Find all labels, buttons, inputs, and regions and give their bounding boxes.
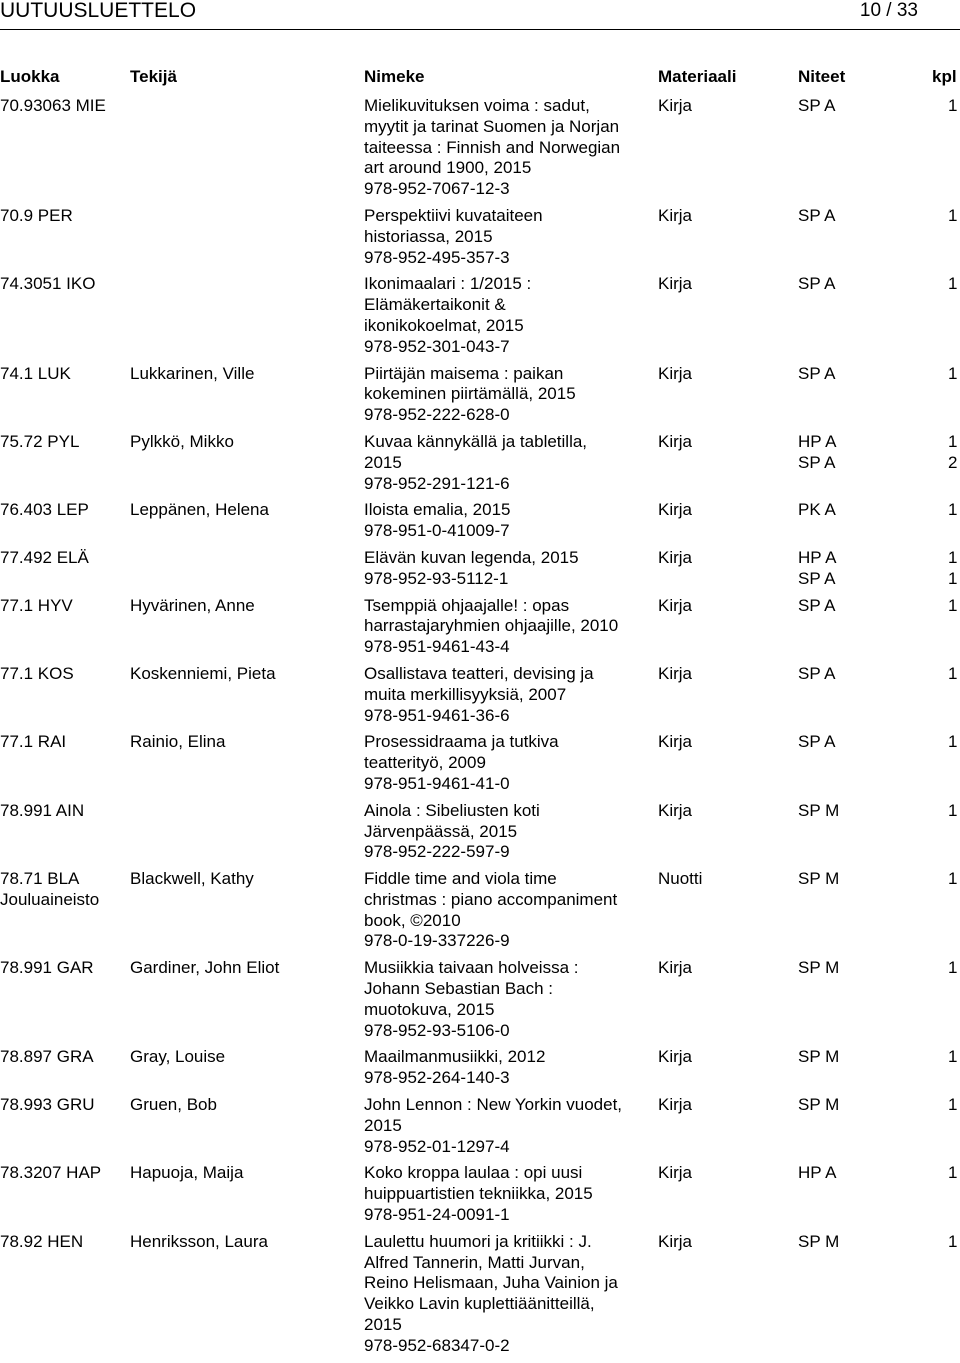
- cell-kpl-line: 1: [948, 547, 958, 567]
- cell-nimeke-line: Veikko Lavin kuplettiäänitteillä,: [364, 1294, 595, 1314]
- cell-kpl-line: 2: [948, 452, 958, 472]
- cell-niteet-line: SP A: [798, 663, 836, 683]
- cell-kpl-line: 1: [948, 1095, 958, 1115]
- cell-nimeke-line: Elämäkertaikonit &: [364, 295, 506, 315]
- column-header-tekija: Tekijä: [130, 67, 177, 86]
- table-row: [0, 958, 960, 1041]
- table-row: [0, 1047, 960, 1089]
- cell-kpl: [948, 1047, 957, 1068]
- cell-tekija-line: Hapuoja, Maija: [130, 1163, 244, 1183]
- cell-kpl-line: 1: [948, 431, 958, 451]
- cell-nimeke-line: Elävän kuvan legenda, 2015: [364, 547, 579, 567]
- cell-materiaali: Kirja: [658, 205, 693, 225]
- cell-nimeke-line: 978-952-7067-12-3: [364, 179, 510, 199]
- cell-nimeke: [364, 206, 654, 268]
- cell-nimeke-line: Mielikuvituksen voima : sadut,: [364, 96, 590, 115]
- cell-nimeke: [364, 1163, 654, 1225]
- table-row: [0, 801, 960, 863]
- cell-nimeke-line: 978-951-9461-41-0: [364, 773, 510, 793]
- cell-luokka-line: 78.993 GRU: [0, 1095, 95, 1115]
- column-header-niteet: Niteet: [798, 67, 846, 86]
- cell-materiaali: Kirja: [658, 96, 693, 115]
- cell-tekija: [130, 1047, 225, 1068]
- column-header-nimeke: Nimeke: [364, 67, 425, 86]
- cell-kpl-line: 1: [948, 568, 958, 588]
- cell-luokka: [0, 548, 89, 569]
- cell-niteet-line: SP A: [798, 595, 836, 615]
- cell-nimeke-line: Perspektiivi kuvataiteen: [364, 205, 543, 225]
- cell-niteet-line: SP M: [798, 869, 840, 889]
- cell-luokka: [0, 206, 73, 227]
- cell-kpl: [948, 732, 957, 753]
- cell-nimeke: [364, 958, 654, 1041]
- cell-luokka: [0, 732, 66, 753]
- cell-kpl: [948, 364, 957, 385]
- cell-nimeke-line: Ainola : Sibeliusten koti: [364, 800, 540, 820]
- cell-niteet-line: SP M: [798, 1231, 840, 1251]
- cell-kpl-line: 1: [948, 869, 958, 889]
- cell-luokka: [0, 274, 95, 295]
- cell-nimeke-line: 978-951-0-41009-7: [364, 521, 510, 541]
- table-row: [0, 1163, 960, 1225]
- cell-niteet: [798, 1163, 836, 1184]
- cell-niteet: [798, 732, 836, 753]
- cell-nimeke: [364, 1232, 654, 1357]
- cell-tekija: [130, 958, 279, 979]
- cell-materiaali: Kirja: [658, 363, 693, 383]
- cell-nimeke-line: 2015: [364, 452, 402, 472]
- cell-nimeke-line: historiassa, 2015: [364, 226, 493, 246]
- cell-niteet-line: SP A: [798, 205, 836, 225]
- cell-materiaali: Kirja: [658, 958, 693, 978]
- cell-kpl: [948, 274, 957, 295]
- cell-tekija-line: Pylkkö, Mikko: [130, 431, 234, 451]
- cell-nimeke-line: Laulettu huumori ja kritiikki : J.: [364, 1231, 592, 1251]
- table-row: [0, 732, 960, 794]
- cell-nimeke: [364, 1095, 654, 1157]
- cell-nimeke-line: kokeminen piirtämällä, 2015: [364, 384, 576, 404]
- cell-materiaali: Kirja: [658, 663, 693, 683]
- table-row: [0, 1232, 960, 1357]
- cell-niteet-line: SP A: [798, 96, 836, 115]
- cell-nimeke: [364, 732, 654, 794]
- cell-nimeke-line: 978-952-68347-0-2: [364, 1335, 510, 1355]
- cell-tekija-line: Hyvärinen, Anne: [130, 595, 255, 615]
- cell-tekija-line: Koskenniemi, Pieta: [130, 663, 276, 683]
- cell-tekija-line: Gray, Louise: [130, 1047, 226, 1067]
- cell-niteet-line: PK A: [798, 500, 836, 520]
- cell-niteet: [798, 869, 839, 890]
- cell-kpl: [948, 958, 957, 979]
- table-row: [0, 548, 960, 590]
- cell-tekija: [130, 869, 254, 890]
- cell-niteet: [798, 801, 839, 822]
- cell-niteet-line: SP A: [798, 363, 836, 383]
- table-row: [0, 364, 960, 426]
- cell-luokka: [0, 1047, 94, 1068]
- table-row: [0, 869, 960, 952]
- cell-tekija-line: Gardiner, John Eliot: [130, 958, 280, 978]
- cell-niteet-line: SP M: [798, 1047, 840, 1067]
- cell-kpl: [948, 596, 957, 617]
- cell-nimeke-line: Koko kroppa laulaa : opi uusi: [364, 1163, 583, 1183]
- cell-nimeke: [364, 664, 654, 726]
- cell-nimeke: [364, 596, 654, 658]
- cell-nimeke: [364, 364, 654, 426]
- cell-nimeke-line: muotokuva, 2015: [364, 999, 495, 1019]
- cell-luokka: [0, 664, 74, 685]
- cell-niteet-line: SP M: [798, 958, 840, 978]
- cell-materiaali: Kirja: [658, 800, 693, 820]
- table-row: [0, 596, 960, 658]
- cell-nimeke-line: muita merkillisyyksiä, 2007: [364, 684, 567, 704]
- cell-luokka-line: 78.3207 HAP: [0, 1163, 102, 1183]
- cell-kpl: [948, 432, 957, 474]
- cell-kpl: [948, 664, 957, 685]
- cell-niteet-line: SP A: [798, 452, 836, 472]
- cell-tekija: [130, 1163, 243, 1184]
- cell-nimeke-line: harrastajaryhmien ohjaajille, 2010: [364, 616, 619, 636]
- catalog-list: [0, 96, 960, 1363]
- cell-nimeke-line: 978-952-291-121-6: [364, 473, 510, 493]
- table-row: [0, 206, 960, 268]
- cell-niteet-line: HP A: [798, 1163, 837, 1183]
- cell-niteet: [798, 548, 836, 590]
- table-row: [0, 500, 960, 542]
- cell-nimeke: [364, 869, 654, 952]
- cell-luokka: [0, 801, 84, 822]
- cell-niteet: [798, 364, 836, 385]
- cell-materiaali: Kirja: [658, 274, 693, 294]
- cell-nimeke-line: Piirtäjän maisema : paikan: [364, 363, 564, 383]
- cell-niteet: [798, 96, 836, 117]
- cell-luokka-line: 78.991 AIN: [0, 800, 85, 820]
- document-title: UUTUUSLUETTELO: [0, 0, 197, 22]
- cell-nimeke-line: Johann Sebastian Bach :: [364, 979, 554, 999]
- cell-kpl: [948, 1163, 957, 1184]
- cell-nimeke-line: Kuvaa kännykällä ja tabletilla,: [364, 431, 588, 451]
- cell-nimeke-line: taiteessa : Finnish and Norwegian: [364, 137, 621, 157]
- cell-luokka-line: 77.1 RAI: [0, 732, 67, 752]
- cell-nimeke-line: art around 1900, 2015: [364, 158, 532, 178]
- cell-niteet: [798, 1047, 839, 1068]
- cell-luokka: [0, 1232, 83, 1253]
- cell-nimeke: [364, 274, 654, 357]
- cell-luokka: [0, 500, 89, 521]
- cell-nimeke-line: 978-951-9461-36-6: [364, 705, 510, 725]
- cell-niteet-line: SP A: [798, 568, 836, 588]
- cell-nimeke-line: 2015: [364, 1115, 402, 1135]
- cell-kpl: [948, 206, 957, 227]
- cell-nimeke: [364, 432, 654, 494]
- cell-kpl-line: 1: [948, 500, 958, 520]
- cell-niteet-line: HP A: [798, 431, 837, 451]
- cell-tekija-line: Gruen, Bob: [130, 1095, 217, 1115]
- cell-materiaali: Kirja: [658, 732, 693, 752]
- table-row: [0, 274, 960, 357]
- cell-kpl-line: 1: [948, 958, 958, 978]
- cell-kpl-line: 1: [948, 800, 958, 820]
- cell-luokka-line: 75.72 PYL: [0, 431, 80, 451]
- cell-luokka: [0, 596, 73, 617]
- cell-luokka-line: 70.93063 MIE: [0, 96, 106, 115]
- cell-luokka-line: 78.71 BLA: [0, 869, 80, 889]
- cell-nimeke: [364, 801, 654, 863]
- cell-nimeke-line: Fiddle time and viola time: [364, 869, 557, 889]
- cell-nimeke-line: Osallistava teatteri, devising ja: [364, 663, 594, 683]
- cell-niteet: [798, 500, 836, 521]
- cell-kpl: [948, 96, 957, 117]
- cell-niteet-line: SP A: [798, 732, 836, 752]
- cell-kpl-line: 1: [948, 732, 958, 752]
- cell-nimeke-line: John Lennon : New Yorkin vuodet,: [364, 1095, 623, 1115]
- cell-kpl-line: 1: [948, 205, 958, 225]
- cell-niteet-line: SP M: [798, 1095, 840, 1115]
- cell-nimeke-line: huippuartistien tekniikka, 2015: [364, 1184, 593, 1204]
- column-header-kpl: kpl: [932, 67, 957, 86]
- cell-nimeke-line: 2015: [364, 1315, 402, 1335]
- cell-luokka: [0, 364, 71, 385]
- cell-tekija-line: Blackwell, Kathy: [130, 869, 254, 889]
- cell-nimeke-line: Maailmanmusiikki, 2012: [364, 1047, 546, 1067]
- cell-nimeke-line: Järvenpäässä, 2015: [364, 821, 518, 841]
- cell-nimeke-line: 978-952-495-357-3: [364, 247, 510, 267]
- cell-kpl-line: 1: [948, 96, 958, 115]
- cell-materiaali: Kirja: [658, 595, 693, 615]
- cell-materiaali: Kirja: [658, 547, 693, 567]
- cell-luokka: [0, 1163, 101, 1184]
- cell-luokka-line: 78.991 GAR: [0, 958, 94, 978]
- cell-luokka: [0, 869, 99, 911]
- cell-nimeke-line: christmas : piano accompaniment: [364, 889, 618, 909]
- cell-tekija: [130, 364, 254, 385]
- cell-nimeke-line: teatterityö, 2009: [364, 753, 486, 773]
- cell-tekija: [130, 732, 225, 753]
- cell-kpl-line: 1: [948, 595, 958, 615]
- cell-niteet: [798, 1095, 839, 1116]
- cell-niteet-line: SP M: [798, 800, 840, 820]
- column-header-luokka: Luokka: [0, 67, 60, 86]
- cell-tekija: [130, 1232, 268, 1253]
- cell-materiaali: Nuotti: [658, 869, 703, 889]
- table-row: [0, 1095, 960, 1157]
- cell-luokka-line: Jouluaineisto: [0, 889, 100, 909]
- cell-niteet: [798, 432, 836, 474]
- cell-luokka-line: 78.92 HEN: [0, 1231, 84, 1251]
- cell-kpl-line: 1: [948, 663, 958, 683]
- cell-nimeke-line: book, ©2010: [364, 910, 461, 930]
- table-row: [0, 664, 960, 726]
- cell-nimeke-line: 978-952-93-5106-0: [364, 1020, 510, 1040]
- cell-kpl: [948, 801, 957, 822]
- cell-luokka-line: 77.1 HYV: [0, 595, 73, 615]
- cell-nimeke: [364, 500, 654, 542]
- cell-niteet: [798, 596, 836, 617]
- cell-niteet: [798, 274, 836, 295]
- cell-luokka-line: 77.1 KOS: [0, 663, 74, 683]
- cell-nimeke-line: 978-952-93-5112-1: [364, 568, 509, 588]
- cell-nimeke: [364, 96, 654, 200]
- cell-nimeke-line: 978-952-264-140-3: [364, 1068, 510, 1088]
- cell-luokka: [0, 432, 79, 453]
- cell-materiaali: Kirja: [658, 1163, 693, 1183]
- cell-tekija: [130, 664, 276, 685]
- cell-materiaali: Kirja: [658, 1047, 693, 1067]
- cell-kpl: [948, 1095, 957, 1116]
- cell-kpl: [948, 1232, 957, 1253]
- column-header-materiaali: Materiaali: [658, 67, 737, 86]
- cell-tekija-line: Lukkarinen, Ville: [130, 363, 255, 383]
- cell-niteet: [798, 664, 836, 685]
- cell-kpl: [948, 500, 957, 521]
- cell-nimeke-line: Alfred Tannerin, Matti Jurvan,: [364, 1252, 585, 1272]
- cell-nimeke-line: Prosessidraama ja tutkiva: [364, 732, 559, 752]
- cell-materiaali: Kirja: [658, 1095, 693, 1115]
- cell-nimeke-line: 978-0-19-337226-9: [364, 931, 510, 951]
- cell-kpl-line: 1: [948, 1163, 958, 1183]
- cell-niteet-line: SP A: [798, 274, 836, 294]
- cell-tekija-line: Leppänen, Helena: [130, 500, 269, 520]
- cell-nimeke: [364, 548, 654, 590]
- cell-kpl: [948, 548, 957, 590]
- cell-nimeke-line: 978-952-222-597-9: [364, 842, 510, 862]
- cell-kpl-line: 1: [948, 363, 958, 383]
- cell-niteet: [798, 206, 836, 227]
- cell-tekija: [130, 596, 255, 617]
- cell-luokka-line: 77.492 ELÄ: [0, 547, 89, 567]
- cell-tekija: [130, 1095, 217, 1116]
- cell-luokka-line: 70.9 PER: [0, 205, 73, 225]
- table-row: [0, 96, 960, 200]
- cell-nimeke-line: Tsemppiä ohjaajalle! : opas: [364, 595, 570, 615]
- cell-kpl: [948, 869, 957, 890]
- cell-nimeke-line: Reino Helismaan, Juha Vainion ja: [364, 1273, 618, 1293]
- cell-nimeke-line: 978-952-222-628-0: [364, 405, 510, 425]
- cell-niteet-line: HP A: [798, 547, 837, 567]
- cell-materiaali: Kirja: [658, 1231, 693, 1251]
- cell-tekija: [130, 432, 234, 453]
- cell-kpl-line: 1: [948, 274, 958, 294]
- page-number: 10 / 33: [859, 0, 918, 21]
- cell-luokka-line: 78.897 GRA: [0, 1047, 94, 1067]
- cell-niteet: [798, 1232, 839, 1253]
- cell-tekija: [130, 500, 269, 521]
- cell-nimeke-line: 978-952-01-1297-4: [364, 1136, 510, 1156]
- cell-luokka: [0, 96, 106, 117]
- cell-nimeke-line: ikonikokoelmat, 2015: [364, 315, 524, 335]
- cell-luokka: [0, 1095, 95, 1116]
- cell-luokka-line: 74.3051 IKO: [0, 274, 96, 294]
- cell-kpl-line: 1: [948, 1047, 958, 1067]
- cell-kpl-line: 1: [948, 1231, 958, 1251]
- cell-materiaali: Kirja: [658, 431, 693, 451]
- cell-nimeke-line: Ikonimaalari : 1/2015 :: [364, 274, 532, 294]
- cell-nimeke-line: 978-951-9461-43-4: [364, 637, 510, 657]
- cell-niteet: [798, 958, 839, 979]
- table-row: [0, 432, 960, 494]
- cell-nimeke-line: Iloista emalia, 2015: [364, 500, 511, 520]
- cell-nimeke-line: myytit ja tarinat Suomen ja Norjan: [364, 116, 620, 136]
- cell-nimeke-line: 978-952-301-043-7: [364, 336, 510, 356]
- header-divider: [0, 29, 960, 30]
- cell-materiaali: Kirja: [658, 500, 693, 520]
- cell-nimeke-line: 978-951-24-0091-1: [364, 1205, 510, 1225]
- cell-luokka-line: 76.403 LEP: [0, 500, 89, 520]
- cell-luokka: [0, 958, 94, 979]
- cell-nimeke-line: Musiikkia taivaan holveissa :: [364, 958, 579, 978]
- cell-luokka-line: 74.1 LUK: [0, 363, 71, 383]
- cell-tekija-line: Rainio, Elina: [130, 732, 226, 752]
- cell-nimeke: [364, 1047, 654, 1089]
- cell-tekija-line: Henriksson, Laura: [130, 1231, 268, 1251]
